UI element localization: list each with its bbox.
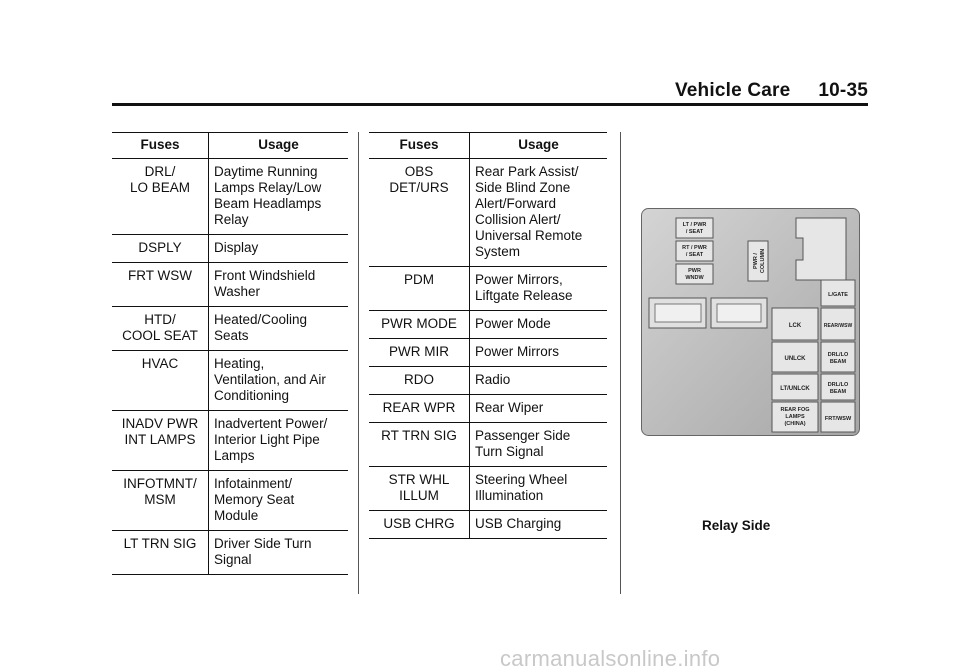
fuse-name-cell: RDO: [369, 367, 470, 395]
fuse-name-cell: FRT WSW: [112, 263, 209, 307]
relay-lt-pwr-seat: [676, 218, 713, 238]
relay-label: WNDW: [685, 275, 704, 281]
fuse-table-right: [369, 132, 607, 539]
relay-label: PWR: [688, 268, 701, 274]
table-row: [369, 159, 607, 267]
relay-pwr-wndw: [676, 264, 713, 284]
table-row: [369, 423, 607, 467]
fuse-usage-cell: Front Windshield Washer: [209, 263, 349, 307]
fuse-name-cell: INFOTMNT/ MSM: [112, 471, 209, 531]
table-row: [369, 367, 607, 395]
page-number: 10-35: [818, 80, 868, 101]
table-row: [112, 471, 348, 531]
fuse-usage-cell: Daytime Running Lamps Relay/Low Beam Headlamps Relay: [209, 159, 349, 235]
fuse-usage-cell: Power Mirrors, Liftgate Release: [470, 267, 608, 311]
relay-label: FRT/WSW: [824, 416, 852, 422]
watermark: carmanualsonline.info: [500, 646, 721, 671]
table-row: [112, 263, 348, 307]
fuse-name-cell: STR WHL ILLUM: [369, 467, 470, 511]
relay-label: L/GATE: [828, 292, 848, 298]
relay-label: (CHINA): [784, 421, 806, 427]
relay-label: RT / PWR: [682, 245, 707, 251]
fuse-usage-cell: Power Mirrors: [470, 339, 608, 367]
fuse-usage-cell: Rear Park Assist/ Side Blind Zone Alert/Forward Collision Alert/ Universal Remote System: [470, 159, 608, 267]
relay-label: COLUMN: [760, 248, 766, 274]
relay-label: DRL/LO: [827, 382, 849, 388]
relay-label: REAR FOG: [780, 407, 810, 413]
relay-large-left-inner: [655, 304, 701, 322]
fuse-name-cell: HTD/ COOL SEAT: [112, 307, 209, 351]
fuse-name-cell: INADV PWR INT LAMPS: [112, 411, 209, 471]
fuse-usage-cell: Inadvertent Power/ Interior Light Pipe Lamps: [209, 411, 349, 471]
table-row: [112, 411, 348, 471]
section-title: Vehicle Care: [674, 80, 791, 101]
fuse-name-cell: PDM: [369, 267, 470, 311]
fuse-name-cell: LT TRN SIG: [112, 531, 209, 575]
column-header-fuses: Fuses: [369, 133, 470, 159]
page-header: [675, 80, 868, 102]
fuse-usage-cell: Rear Wiper: [470, 395, 608, 423]
table-row: [112, 159, 348, 235]
table-header-row: [112, 133, 348, 159]
fuse-usage-cell: Radio: [470, 367, 608, 395]
relay-label: BEAM: [829, 389, 847, 395]
table-header-row: [369, 133, 607, 159]
fuse-usage-cell: Heated/Cooling Seats: [209, 307, 349, 351]
relay-side-diagram: [641, 208, 860, 436]
relay-label: LT/UNLCK: [780, 386, 810, 392]
relay-label: / SEAT: [685, 252, 704, 258]
relay-rt-pwr-seat: [676, 241, 713, 261]
table-row: [369, 511, 607, 539]
fuse-usage-cell: Driver Side Turn Signal: [209, 531, 349, 575]
fuse-name-cell: DRL/ LO BEAM: [112, 159, 209, 235]
fuse-name-cell: HVAC: [112, 351, 209, 411]
table-row: [112, 307, 348, 351]
table-row: [369, 267, 607, 311]
column-header-fuses: Fuses: [112, 133, 209, 159]
diagram-caption: Relay Side: [702, 518, 771, 533]
relay-label: BEAM: [829, 359, 847, 365]
fuse-name-cell: REAR WPR: [369, 395, 470, 423]
fuse-name-cell: USB CHRG: [369, 511, 470, 539]
relay-label: / SEAT: [685, 229, 704, 235]
fuse-usage-cell: Power Mode: [470, 311, 608, 339]
connector-top-right: [796, 218, 846, 280]
fuse-name-cell: PWR MIR: [369, 339, 470, 367]
relay-label: UNLCK: [784, 356, 806, 362]
column-divider: [620, 132, 621, 594]
table-row: [112, 351, 348, 411]
fuse-block-illustration: [641, 208, 860, 436]
table-row: [112, 235, 348, 263]
fuse-name-cell: OBS DET/URS: [369, 159, 470, 267]
column-divider: [358, 132, 359, 594]
column-header-usage: Usage: [470, 133, 608, 159]
column-header-usage: Usage: [209, 133, 349, 159]
fuse-table-left: [112, 132, 348, 575]
relay-label: LCK: [788, 323, 802, 329]
fuse-usage-cell: Heating, Ventilation, and Air Conditioning: [209, 351, 349, 411]
fuse-name-cell: RT TRN SIG: [369, 423, 470, 467]
header-rule: [112, 103, 868, 106]
table-row: [369, 339, 607, 367]
relay-label: PWR /: [753, 253, 759, 269]
fuse-usage-cell: Steering Wheel Illumination: [470, 467, 608, 511]
fuse-name-cell: PWR MODE: [369, 311, 470, 339]
relay-label: LT / PWR: [682, 222, 707, 228]
relay-label: LAMPS: [785, 414, 805, 420]
fuse-usage-cell: Passenger Side Turn Signal: [470, 423, 608, 467]
table-row: [369, 311, 607, 339]
table-row: [369, 467, 607, 511]
table-row: [369, 395, 607, 423]
relay-label: REAR/WSW: [823, 323, 853, 329]
fuse-name-cell: DSPLY: [112, 235, 209, 263]
table-row: [112, 531, 348, 575]
fuse-usage-cell: Infotainment/ Memory Seat Module: [209, 471, 349, 531]
relay-large-right-inner: [717, 304, 761, 322]
fuse-usage-cell: USB Charging: [470, 511, 608, 539]
fuse-usage-cell: Display: [209, 235, 349, 263]
relay-label: DRL/LO: [827, 352, 849, 358]
